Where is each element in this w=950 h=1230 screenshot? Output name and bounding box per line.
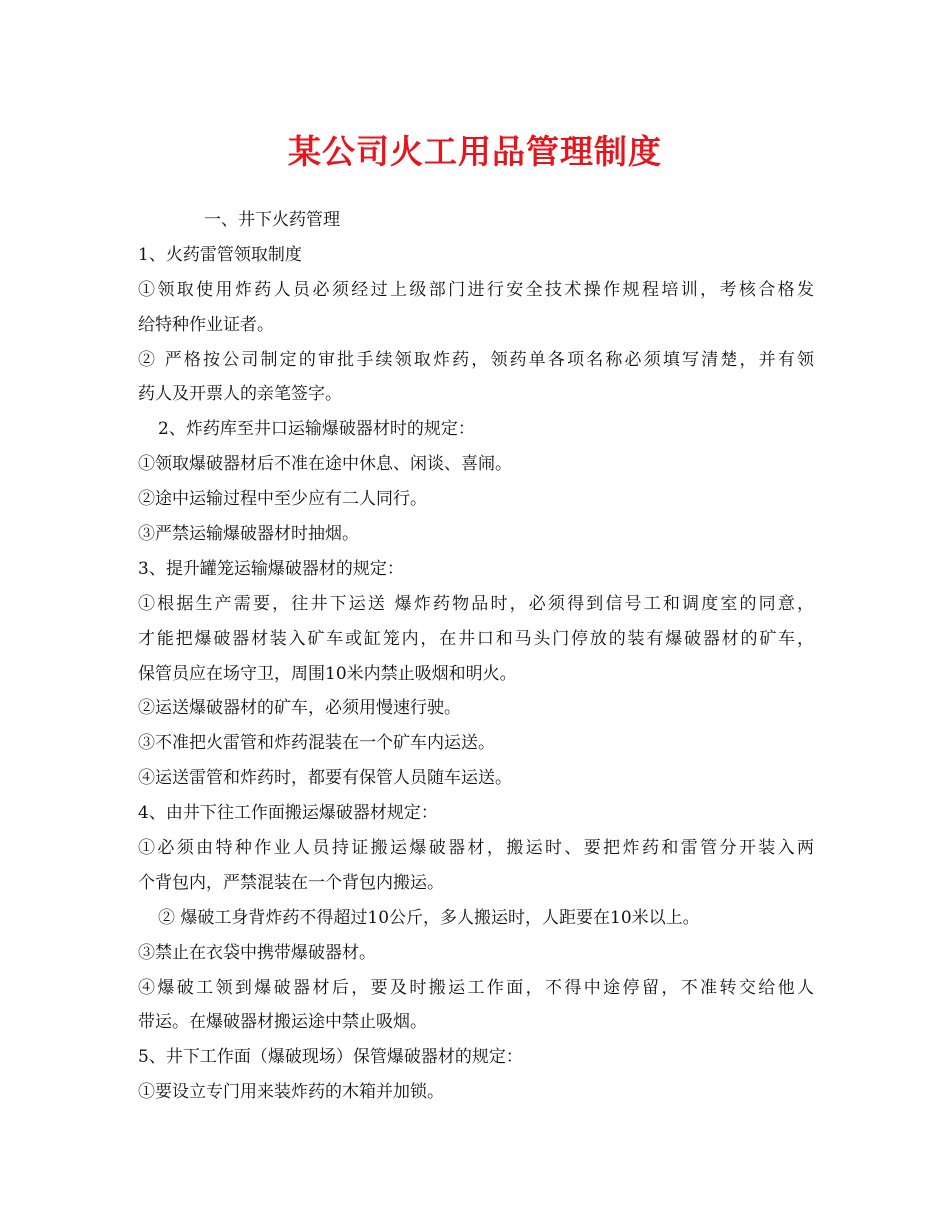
- subsection-heading: 4、由井下往工作面搬运爆破器材规定：: [138, 803, 438, 824]
- document-body: [138, 203, 814, 1110]
- paragraph-line: ② 爆破工身背炸药不得超过10公斤，多人搬运时，人距要在10米以上。: [158, 907, 700, 928]
- paragraph-line: ③禁止在衣袋中携带爆破器材。: [138, 942, 376, 963]
- paragraph-line: ④爆破工领到爆破器材后，要及时搬运工作面，不得中途停留，不准转交给他人: [138, 977, 814, 998]
- paragraph-line: 带运。在爆破器材搬运途中禁止吸烟。: [138, 1012, 427, 1033]
- subsection-heading: 1、火药雷管领取制度: [138, 244, 302, 265]
- paragraph-line: ①根据生产需要，往井下运送 爆炸药物品时，必须得到信号工和调度室的同意，: [138, 593, 814, 614]
- paragraph-line: 给特种作业证者。: [138, 314, 274, 335]
- subsection-heading: 5、井下工作面（爆破现场）保管爆破器材的规定：: [138, 1047, 523, 1068]
- document-title: 某公司火工用品管理制度: [288, 132, 662, 171]
- paragraph-line: ③严禁运输爆破器材时抽烟。: [138, 524, 359, 545]
- paragraph-line: 药人及开票人的亲笔签字。: [138, 384, 342, 405]
- paragraph-line: ①领取使用炸药人员必须经过上级部门进行安全技术操作规程培训，考核合格发: [138, 279, 814, 300]
- paragraph-line: ②途中运输过程中至少应有二人同行。: [138, 489, 427, 510]
- subsection-heading: 2、炸药库至井口运输爆破器材时的规定：: [158, 419, 475, 440]
- paragraph-line: ①要设立专门用来装炸药的木箱并加锁。: [138, 1082, 444, 1103]
- paragraph-line: ①必须由特种作业人员持证搬运爆破器材，搬运时、要把炸药和雷管分开装入两: [138, 838, 814, 859]
- paragraph-line: 保管员应在场守卫，周围10米内禁止吸烟和明火。: [138, 663, 517, 684]
- paragraph-line: ①领取爆破器材后不准在途中休息、闲谈、喜闹。: [138, 454, 512, 475]
- paragraph-line: ④运送雷管和炸药时，都要有保管人员随车运送。: [138, 768, 512, 789]
- paragraph-line: ②运送爆破器材的矿车，必须用慢速行驶。: [138, 698, 461, 719]
- section-heading: 一、井下火药管理: [204, 210, 340, 230]
- paragraph-line: 个背包内，严禁混装在一个背包内搬运。: [138, 872, 444, 893]
- paragraph-line: ② 严格按公司制定的审批手续领取炸药，领药单各项名称必须填写清楚，并有领: [138, 349, 814, 370]
- subsection-heading: 3、提升罐笼运输爆破器材的规定：: [138, 558, 404, 579]
- paragraph-line: ③不准把火雷管和炸药混装在一个矿车内运送。: [138, 733, 495, 754]
- paragraph-line: 才能把爆破器材装入矿车或缸笼内，在井口和马头门停放的装有爆破器材的矿车，: [138, 628, 814, 649]
